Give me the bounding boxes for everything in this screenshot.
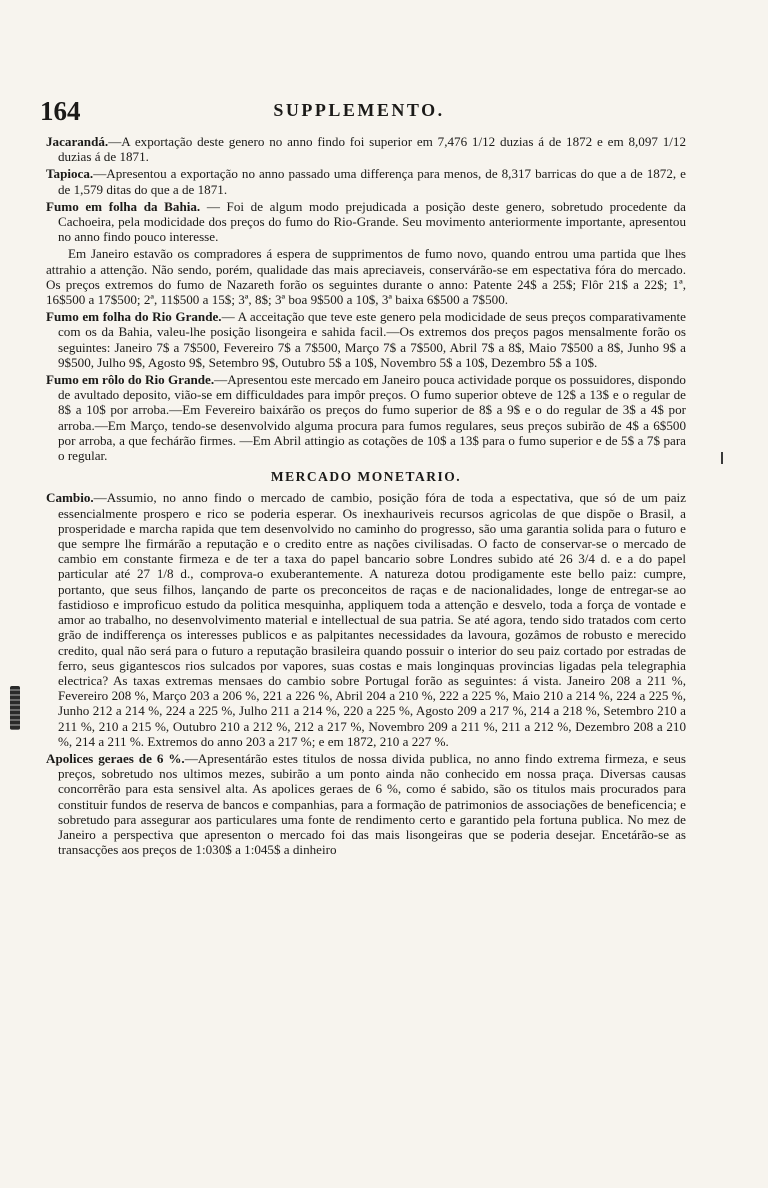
entry-term: Apolices geraes de 6 %. [46, 750, 185, 766]
page-header [40, 96, 678, 126]
entry-fumo-bahia [46, 199, 686, 245]
entry-fumo-rolo-rio-grande [46, 372, 686, 463]
entry-text: —Assumio, no anno findo o mercado de cambio, posição fóra de toda a espectativa, que só de um paiz essencialmente prospero e rico se poderia esperar. Os inexhauriveis recursos agricolas de que dispõe o Brasil, a prosperidade e marcha rapida que tem desenvolvido no caminho do progresso, são uma garantia solida para o futuro e que sempre lhe firmárão a reputação e o credito entre as nações civilisadas. O facto de conservar-se o mercado de cambio em constante firmeza e de ter a taxa do papel bancario sobre Londres subido até 26 3/4 d. e a do papel particular até 27 1/8 d., comprova-o exuberantemente. A natureza dotou prodigamente este bello paiz: cumpre, portanto, que seus filhos, lançando de parte os preconceitos de raças e de nacionalidades, longe de entregar-se ao fastidioso e improficuo estudo da politica mesquinha, appliquem toda a attenção e desvelo, toda a força de vontade e amor ao trabalho, no desenvolvimento material e intellectual de sua patria. Se até agora, tendo sido tratados com certo grão de indifferença os interesses publicos e as palpitantes necessidades da lavoura, gozâmos de robusto e merecido credito, qual não será para o futuro a reputação brasileira quando possuir o interior do seu paiz cortado por estradas de ferro, seus gigantescos rios sulcados por vapores, suas costas e mais longinquas provincias ligadas pela telegraphia electrica? As taxas extremas mensaes do cambio sobre Portugal forão as seguintes: á vista. Janeiro 208 a 211 %, Fevereiro 208 %, Março 203 a 206 %, 221 a 226 %, Abril 204 a 210 %, 222 a 225 %, Maio 210 a 214 %, 224 a 225 %, Junho 212 a 214 %, 224 a 225 %, Julho 211 a 214 %, 220 a 225 %, Agosto 209 a 217 %, 214 a 218 %, Setembro 210 a 211 %, 210 a 215 %, Outubro 210 a 212 %, 212 a 217 %, Novembro 209 a 211 %, 211 a 212 %, Dezembro 208 a 210 %, 214 a 211 %. Extremos do anno 203 a 217 %; e em 1872, 210 a 227 %. [58, 490, 686, 749]
entry-apolices-geraes [46, 751, 686, 857]
margin-mark [721, 452, 723, 464]
entry-term: Cambio. [46, 490, 94, 506]
entry-text: — Foi de algum modo prejudicada a posição deste genero, sobretudo procedente da Cachoeira, pela modicidade dos preços do fumo do Rio-Grande. Seu movimento anteriormente importante, apresentou no anno findo pouco interesse. [58, 198, 686, 245]
page-body [46, 134, 686, 859]
entry-cambio [46, 490, 686, 748]
entry-text: —Apresentárão estes titulos de nossa divida publica, no anno findo extrema firmeza, e seus preços, sobretudo nos ultimos mezes, subirão a um ponto ainda não conhecido em nossa praça. Diversas causas concorrêrão para esta sensivel alta. As apolices geraes de 6 %, como é sabido, são os titulos mais procurados para constituir fundos de reserva de bancos e companhias, para a formação de patrimonios de associações de beneficencia; e sobretudo para assegurar aos particulares uma fonte de rendimento certo e garantido pela fortuna publica. No mez de Janeiro a perspectiva que apresenton o mercado foi das mais lisongeiras que se poderia desejar. Encetárão-se as transacções aos preços de 1:030$ a 1:045$ a dinheiro [58, 750, 686, 858]
entry-term: Fumo em folha do Rio Grande. [46, 309, 222, 325]
paragraph-janeiro: Em Janeiro estavão os compradores á espera de supprimentos de fumo novo, quando entrou uma partida que lhes attrahio a attenção. Não sendo, porém, qualidade das mais apreciaveis, conservárão-se em espectativa fóra do mercado. Os preços extremos do fumo de Nazareth forão os seguintes durante o anno: Patente 24$ a 25$; Flôr 21$ a 22$; 1ª, 16$500 a 17$500; 2ª, 11$500 a 15$; 3ª, 8$; 3ª boa 9$500 a 10$, 3ª baixa 6$500 a 7$500. [46, 246, 686, 308]
entry-text: —A exportação deste genero no anno findo foi superior em 7,476 1/12 duzias á de 1872 e em 8,097 1/12 duzias á de 1871. [58, 134, 686, 165]
page-number: 164 [40, 96, 81, 126]
entry-text: —Apresentou a exportação no anno passado uma differença para menos, de 8,317 barricas do que a de 1872, e de 1,579 ditas do que a de 1871. [58, 166, 686, 197]
entry-jacaranda [46, 134, 686, 164]
entry-text: — A acceitação que teve este genero pela modicidade de seus preços comparativamente com os da Bahia, valeu-lhe posição lisongeira e sahida facil.—Os extremos dos preços pagos mensalmente forão os seguintes: Janeiro 7$ a 7$500, Fevereiro 7$ a 7$500, Março 7$ a 7$500, Abril 7$ a 8$, Maio 7$500 a 8$, Junho 9$ a 9$500, Julho 9$, Agosto 9$, Setembro 9$, Outubro 5$ a 10$, Novembro 5$ a 10$, Dezembro 5$ a 10$. [58, 309, 686, 370]
entry-term: Fumo em folha da Bahia. [46, 198, 201, 214]
section-heading-mercado-monetario: MERCADO MONETARIO. [270, 469, 462, 485]
entry-text: —Apresentou este mercado em Janeiro pouca actividade porque os possuidores, dispondo de avultado deposito, vião-se em difficuldades para impôr preços. O fumo superior obteve de 12$ a 13$ e o regular de 8$ a 10$ por arroba.—Em Fevereiro baixárão os preços do fumo superior de 8$ a 9$ e o do regular de 3$ a 4$ por arroba.—Em Março, tendo-se desenvolvido alguma procura para fumos regulares, seus preços subirão de 4$ a 6$500 por arroba, a que fechárão firmes. —Em Abril attingio as cotações de 10$ a 13$ para o fumo superior e de 5$ a 7$ para o regular. [58, 372, 686, 464]
running-title: SUPPLEMENTO. [273, 100, 445, 120]
entry-tapioca [46, 166, 686, 196]
entry-term: Fumo em rôlo do Rio Grande. [46, 372, 215, 388]
entry-fumo-folha-rio-grande [46, 309, 686, 370]
entry-term: Tapioca. [46, 166, 94, 182]
binding-thread-mark [10, 686, 20, 730]
entry-term: Jacarandá. [46, 134, 109, 149]
